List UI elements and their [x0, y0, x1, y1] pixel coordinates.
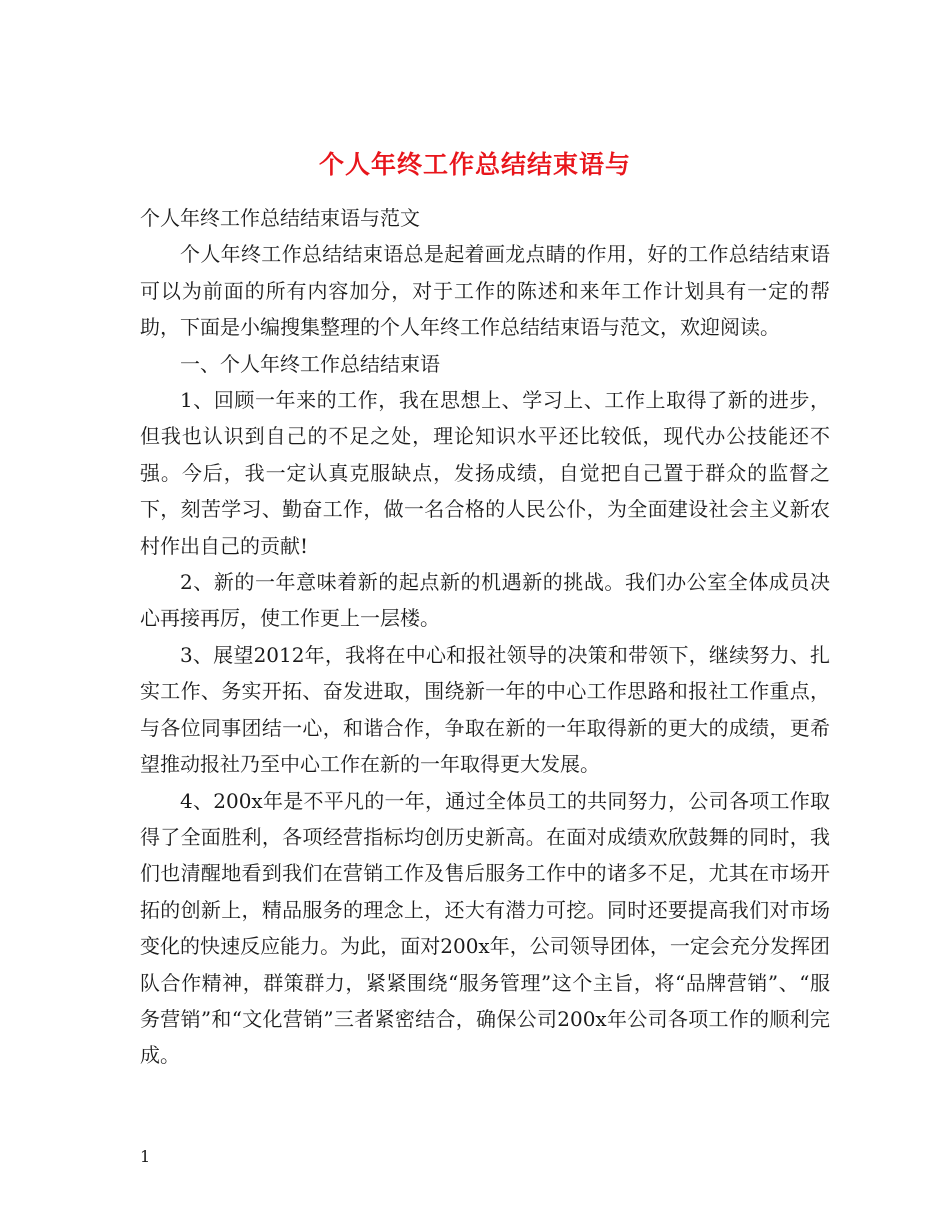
page-number: 1 — [140, 1147, 151, 1166]
paragraph-item-2: 2、新的一年意味着新的起点新的机遇新的挑战。我们办公室全体成员决心再接再厉，使工作更上一层楼。 — [140, 570, 830, 631]
document-title: 个人年终工作总结结束语与 — [318, 149, 631, 179]
paragraph-intro: 个人年终工作总结结束语总是起着画龙点睛的作用，好的工作总结结束语可以为前面的所有内容加分，对于工作的陈述和来年工作计划具有一定的帮助，下面是小编搜集整理的个人年终工作总结结束语与范文，欢迎阅读。 — [140, 242, 830, 340]
paragraph-item-4: 4、200x年是不平凡的一年，通过全体员工的共同努力，公司各项工作取得了全面胜利，各项经营指标均创历史新高。在面对成绩欢欣鼓舞的同时，我们也清醒地看到我们在营销工作及售后服务工作中的诸多不足，尤其在市场开拓的创新上，精品服务的理念上，还大有潜力可挖。同时还要提高我们对市场变化的快速反应能力。为此，面对200x年，公司领导团体，一定会充分发挥团队合作精神，群策群力，紧紧围绕“服务管理”这个主旨，将“品牌营销”、“服务营销”和“文化营销”三者紧密结合，确保公司200x年公司各项工作的顺利完成。 — [140, 788, 830, 1068]
section-heading: 一、个人年终工作总结结束语 — [180, 351, 440, 376]
paragraph-subtitle: 个人年终工作总结结束语与范文 — [140, 206, 420, 230]
document-body — [140, 200, 830, 1074]
paragraph-item-1: 1、回顾一年来的工作，我在思想上、学习上、工作上取得了新的进步，但我也认识到自己的不足之处，理论知识水平还比较低，现代办公技能还不强。今后，我一定认真克服缺点，发扬成绩，自觉把自己置于群众的监督之下，刻苦学习、勤奋工作，做一名合格的人民公仆，为全面建设社会主义新农村作出自己的贡献! — [140, 388, 830, 558]
paragraph-item-3: 3、展望2012年，我将在中心和报社领导的决策和带领下，继续努力、扎实工作、务实开拓、奋发进取，围绕新一年的中心工作思路和报社工作重点，与各位同事团结一心，和谐合作，争取在新的一年取得新的更大的成绩，更希望推动报社乃至中心工作在新的一年取得更大发展。 — [140, 642, 830, 777]
